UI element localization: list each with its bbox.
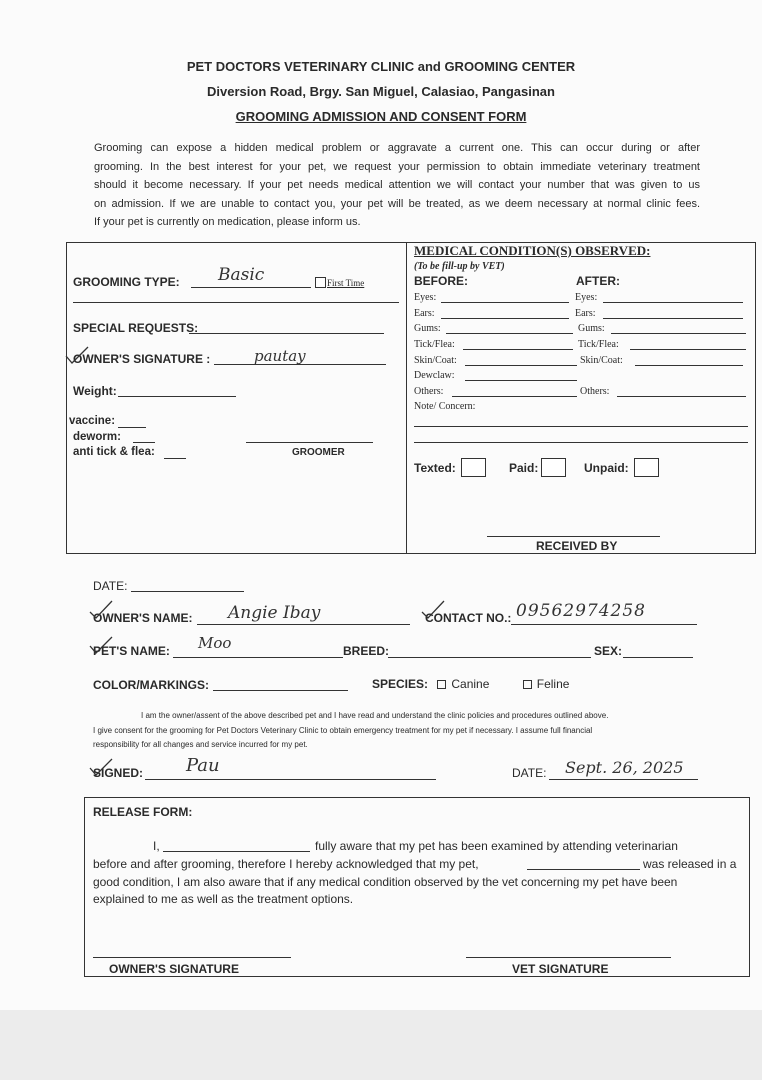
deworm-line[interactable] <box>133 442 155 443</box>
before-dewclaw-line[interactable] <box>465 380 577 381</box>
grooming-type-line <box>191 287 311 288</box>
release-owner-name-line[interactable] <box>163 851 310 852</box>
special-requests-line[interactable] <box>189 333 384 334</box>
consent-line: I give consent for the grooming for Pet Doctors Veterinary Clinic to obtain emergency treatment for my pet if necessary. I assume full financial <box>93 725 593 735</box>
feline-checkbox[interactable] <box>523 680 532 689</box>
after-tick-line[interactable] <box>630 349 746 350</box>
weight-label: Weight: <box>73 384 117 398</box>
contact-value[interactable]: 09562974258 <box>516 601 646 621</box>
species-label: SPECIES: <box>372 677 429 691</box>
note-concern-label: Note/ Concern: <box>414 401 476 412</box>
box-divider <box>406 242 407 554</box>
note-line-2[interactable] <box>414 442 748 443</box>
before-gums-line[interactable] <box>446 333 573 334</box>
contact-line <box>511 624 697 625</box>
release-line4: explained to me as well as the treatment options. <box>93 892 354 906</box>
checkmark-icon <box>88 756 114 778</box>
special-requests-label: SPECIAL REQUESTS: <box>73 321 199 335</box>
release-pet-name-line[interactable] <box>527 869 640 870</box>
after-others-line[interactable] <box>617 396 746 397</box>
unpaid-label: Unpaid: <box>584 461 629 475</box>
before-ears-label: Ears: <box>414 308 435 319</box>
before-others-label: Others: <box>414 386 444 397</box>
color-markings-label: COLOR/MARKINGS: <box>93 678 209 692</box>
received-by-line <box>487 536 660 537</box>
checkmark-icon <box>88 634 114 656</box>
before-dewclaw-label: Dewclaw: <box>414 370 455 381</box>
intro-line: Grooming can expose a hidden medical problem or aggravate a current one. This can occur during or after <box>94 142 700 154</box>
pet-name-value[interactable]: Moo <box>198 634 232 652</box>
texted-label: Texted: <box>414 461 456 475</box>
vaccine-label: vaccine: <box>69 415 116 427</box>
owner-name-value[interactable]: Angie Ibay <box>228 603 321 623</box>
clinic-name: PET DOCTORS VETERINARY CLINIC and GROOMING CENTER <box>186 59 576 74</box>
after-eyes-label: Eyes: <box>575 292 598 303</box>
release-owner-signature-label: OWNER'S SIGNATURE <box>109 962 239 976</box>
grooming-extra-line <box>73 302 399 303</box>
before-label: BEFORE: <box>414 274 468 288</box>
sex-label: SEX: <box>594 644 623 658</box>
page-edge-background <box>0 1010 762 1080</box>
after-ears-line[interactable] <box>603 318 743 319</box>
received-by-label: RECEIVED BY <box>536 539 618 553</box>
release-line1-start: I, <box>153 839 160 853</box>
species-group <box>372 677 569 691</box>
vaccine-line[interactable] <box>118 427 146 428</box>
unpaid-checkbox[interactable] <box>634 458 659 477</box>
consent-line: responsibility for all changes and service incurred for my pet. <box>93 740 308 749</box>
pet-name-label: PET'S NAME: <box>93 644 170 658</box>
color-markings-line[interactable] <box>213 690 348 691</box>
signed-value[interactable]: Pau <box>186 755 220 776</box>
after-gums-line[interactable] <box>611 333 746 334</box>
after-tick-label: Tick/Flea: <box>578 339 619 350</box>
after-ears-label: Ears: <box>575 308 596 319</box>
groomer-label: GROOMER <box>292 447 345 458</box>
before-skin-line[interactable] <box>465 365 577 366</box>
date-line[interactable] <box>131 591 244 592</box>
grooming-type-label: GROOMING TYPE: <box>73 275 180 289</box>
after-skin-label: Skin/Coat: <box>580 355 623 366</box>
note-line-1[interactable] <box>414 426 748 427</box>
release-title: RELEASE FORM: <box>93 805 193 819</box>
before-eyes-line[interactable] <box>441 302 569 303</box>
intro-line: on admission. If we are unable to contact you, your pet will be treated, as we deem necessary at normal clinic fees. <box>94 197 700 210</box>
after-skin-line[interactable] <box>635 365 743 366</box>
after-gums-label: Gums: <box>578 323 605 334</box>
intro-line: If your pet is currently on medication, please inform us. <box>94 216 361 228</box>
consent-line: I am the owner/assent of the above described pet and I have read and understand the clinic policies and procedures outlined above. <box>141 711 609 720</box>
checkmark-icon <box>64 344 90 366</box>
before-tick-label: Tick/Flea: <box>414 339 455 350</box>
clinic-address: Diversion Road, Brgy. San Miguel, Calasiao, Pangasinan <box>207 84 555 99</box>
signed-line <box>145 779 436 780</box>
before-tick-line[interactable] <box>463 349 573 350</box>
canine-checkbox[interactable] <box>437 680 446 689</box>
release-line2-end: was released in a <box>643 857 737 871</box>
vet-signature-line <box>466 957 671 958</box>
intro-line: grooming. In the best interest for your pet, we request your permission to obtain immediate veterinary treatment <box>94 160 700 173</box>
signed-label: SIGNED: <box>93 766 144 780</box>
owner-signature-label: OWNER'S SIGNATURE : <box>73 352 211 366</box>
before-eyes-label: Eyes: <box>414 292 437 303</box>
groomer-line <box>246 442 373 443</box>
after-others-label: Others: <box>580 386 610 397</box>
checkmark-icon <box>420 598 446 620</box>
first-time-checkbox[interactable] <box>315 277 326 288</box>
intro-line: should it become necessary. If your pet needs medical attention we will contact your number that was given to us <box>94 179 700 191</box>
paid-label: Paid: <box>509 461 539 475</box>
medical-note: (To be fill-up by VET) <box>414 261 505 272</box>
owner-name-label: OWNER'S NAME: <box>93 611 193 625</box>
grooming-type-value[interactable]: Basic <box>218 265 265 285</box>
date-label: DATE: <box>93 579 128 593</box>
breed-line[interactable] <box>388 657 591 658</box>
medical-title: MEDICAL CONDITION(S) OBSERVED: <box>414 243 651 258</box>
antitick-label: anti tick & flea: <box>73 446 155 458</box>
before-others-line[interactable] <box>452 396 577 397</box>
release-line3: good condition, I am also aware that if any medical condition observed by the vet concerning my pet have been <box>93 875 678 889</box>
release-owner-signature-line <box>93 957 291 958</box>
contact-label: CONTACT NO.: <box>425 611 512 625</box>
before-skin-label: Skin/Coat: <box>414 355 457 366</box>
intro-paragraph <box>94 139 700 232</box>
vet-signature-label: VET SIGNATURE <box>512 962 609 976</box>
texted-checkbox[interactable] <box>461 458 486 477</box>
first-time-label: First Time <box>327 278 365 288</box>
pet-name-line <box>173 657 343 658</box>
form-title: GROOMING ADMISSION AND CONSENT FORM <box>235 109 527 124</box>
signed-date-line <box>549 779 698 780</box>
owner-name-line <box>197 624 410 625</box>
before-gums-label: Gums: <box>414 323 441 334</box>
checkmark-icon <box>88 598 114 620</box>
consent-paragraph <box>93 709 699 753</box>
canine-label: Canine <box>451 677 490 691</box>
canine-option[interactable] <box>437 677 489 691</box>
release-line2-start: before and after grooming, therefore I hereby acknowledged that my pet, <box>93 857 479 871</box>
release-line1-end: fully aware that my pet has been examined by attending veterinarian <box>315 839 678 853</box>
after-eyes-line[interactable] <box>603 302 743 303</box>
sex-line[interactable] <box>623 657 693 658</box>
signed-date-label: DATE: <box>512 766 547 780</box>
feline-option[interactable] <box>523 677 570 691</box>
after-label: AFTER: <box>576 274 620 288</box>
weight-line[interactable] <box>118 396 236 397</box>
antitick-line[interactable] <box>164 458 186 459</box>
before-ears-line[interactable] <box>441 318 569 319</box>
signed-date-value[interactable]: Sept. 26, 2025 <box>565 758 684 777</box>
breed-label: BREED: <box>343 644 390 658</box>
feline-label: Feline <box>536 677 570 691</box>
owner-signature-value[interactable]: pautay <box>254 347 306 365</box>
paid-checkbox[interactable] <box>541 458 566 477</box>
deworm-label: deworm: <box>73 431 121 443</box>
